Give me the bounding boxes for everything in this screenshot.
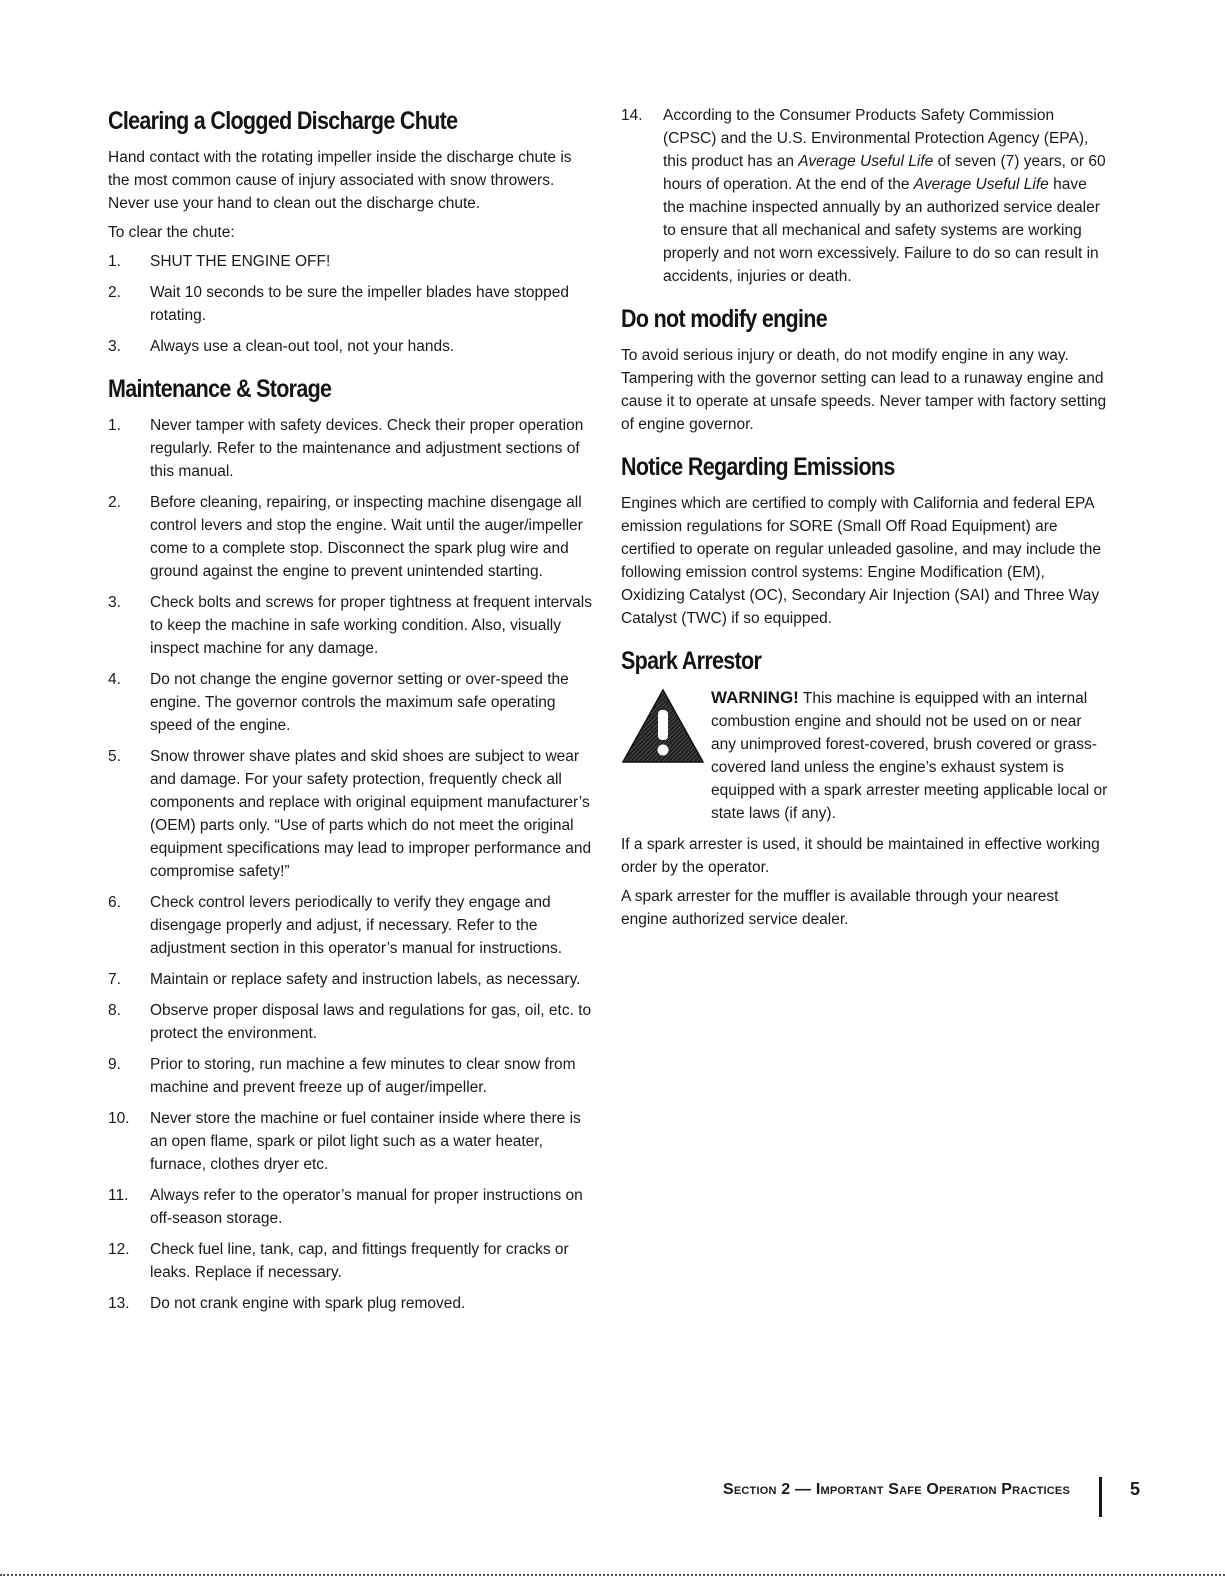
heading-do-not-modify-engine: Do not modify engine xyxy=(621,305,828,333)
emissions-text: Engines which are certified to comply with California and federal EPA emission regulations for SORE (Small Off Road Equipment) are certified to operate on regular unleaded gasoline, and may include the following emission control systems: Engine Modification (EM), Oxidizing Catalyst (OC), Secondary Air Injection (SAI) and Three Way Catalyst (TWC) if so equipped. xyxy=(621,495,1101,627)
list-item: 11. Always refer to the operator’s manual for proper instructions on off-season storage. xyxy=(108,1187,583,1227)
list-item: 1. Never tamper with safety devices. Check their proper operation regularly. Refer to the maintenance and adjustment sections of this manual. xyxy=(108,417,584,480)
warning-triangle-icon xyxy=(621,688,705,764)
list-item: 8. Observe proper disposal laws and regulations for gas, oil, etc. to protect the environment. xyxy=(108,1002,592,1042)
list-item: 3. Always use a clean-out tool, not your hands. xyxy=(108,338,455,355)
list-item: 5. Snow thrower shave plates and skid shoes are subject to wear and damage. For your safety protection, frequently check all components and replace with original equipment manufacturer’s (OEM) parts only. “Use of parts which do not meet the original equipment specifications may lead to improper performance and compromise safety!” xyxy=(108,748,592,880)
warning-text: WARNING! This machine is equipped with an internal combustion engine and should not be used on or near any unimproved forest-covered, brush covered or grass-covered land unless the engine’s exhaust system is equipped with a spark arrester meeting applicable local or state laws (if any). xyxy=(711,688,1108,822)
footer-divider xyxy=(1099,1477,1102,1517)
list-item: 1. SHUT THE ENGINE OFF! xyxy=(108,253,331,270)
list-item: 12. Check fuel line, tank, cap, and fittings frequently for cracks or leaks. Replace if necessary. xyxy=(108,1241,569,1281)
list-item: 10. Never store the machine or fuel container inside where there is an open flame, spark or pilot light such as a water heater, furnace, clothes dryer etc. xyxy=(108,1110,581,1173)
warning-label: WARNING! xyxy=(711,688,799,707)
left-column xyxy=(108,104,594,1323)
average-useful-life-term: Average Useful Life xyxy=(913,176,1049,193)
list-item: 13. Do not crank engine with spark plug removed. xyxy=(108,1295,466,1312)
footer-section-title: Section 2 — Important Safe Operation Practices xyxy=(723,1481,1070,1498)
average-useful-life-term: Average Useful Life xyxy=(798,153,934,170)
list-item: 9. Prior to storing, run machine a few minutes to clear snow from machine and prevent freeze up of auger/impeller. xyxy=(108,1056,576,1096)
heading-spark-arrestor: Spark Arrestor xyxy=(621,647,762,675)
list-item: 2. Before cleaning, repairing, or inspecting machine disengage all control levers and stop the engine. Wait until the auger/impeller come to a complete stop. Disconnect the spark plug wire and ground against the engine to prevent unintended starting. xyxy=(108,494,583,580)
page-number: 5 xyxy=(1129,1479,1140,1499)
list-item: 4. Do not change the engine governor setting or over-speed the engine. The governor controls the maximum safe operating speed of the engine. xyxy=(108,671,569,734)
list-item: 2. Wait 10 seconds to be sure the impeller blades have stopped rotating. xyxy=(108,284,570,324)
list-item: 3. Check bolts and screws for proper tightness at frequent intervals to keep the machine in safe working condition. Also, visually inspect machine for any damage. xyxy=(108,594,592,657)
clogged-steps-list xyxy=(108,250,594,358)
bottom-border xyxy=(0,1574,1225,1579)
modify-engine-text: To avoid serious injury or death, do not modify engine in any way. Tampering with the governor setting can lead to a runaway engine and cause it to operate at unsafe speeds. Never tamper with factory setting of engine governor. xyxy=(621,347,1107,433)
heading-emissions-notice: Notice Regarding Emissions xyxy=(621,453,895,481)
warning-block xyxy=(621,686,1109,825)
spark-arrester-availability: A spark arrester for the muffler is available through your nearest engine authorized service dealer. xyxy=(621,888,1059,928)
heading-maintenance-storage: Maintenance & Storage xyxy=(108,375,332,403)
list-item: 7. Maintain or replace safety and instruction labels, as necessary. xyxy=(108,971,581,988)
right-column xyxy=(621,104,1109,937)
clogged-intro: Hand contact with the rotating impeller inside the discharge chute is the most common cause of injury associated with snow throwers. Never use your hand to clean out the discharge chute. xyxy=(108,149,572,212)
page-footer xyxy=(690,1477,1140,1517)
clogged-lead: To clear the chute: xyxy=(108,224,235,241)
maintenance-list xyxy=(108,414,594,1315)
list-item: 14. According to the Consumer Products Safety Commission (CPSC) and the U.S. Environmental Protection Agency (EPA), this product has an Average Useful Life of seven (7) years, or 60 hours of operation. At the end of the Average Useful Life have the machine inspected annually by an authorized service dealer to ensure that all mechanical and safety systems are working properly and not worn excessively. Failure to do so can result in accidents, injuries or death. xyxy=(621,107,1106,285)
heading-clearing-chute: Clearing a Clogged Discharge Chute xyxy=(108,107,458,135)
list-item: 6. Check control levers periodically to verify they engage and disengage properly and adjust, if necessary. Refer to the adjustment section in this operator’s manual for instructions. xyxy=(108,894,563,957)
spark-arrester-maintenance: If a spark arrester is used, it should be maintained in effective working order by the operator. xyxy=(621,836,1100,876)
maintenance-list-continued xyxy=(621,104,1109,288)
